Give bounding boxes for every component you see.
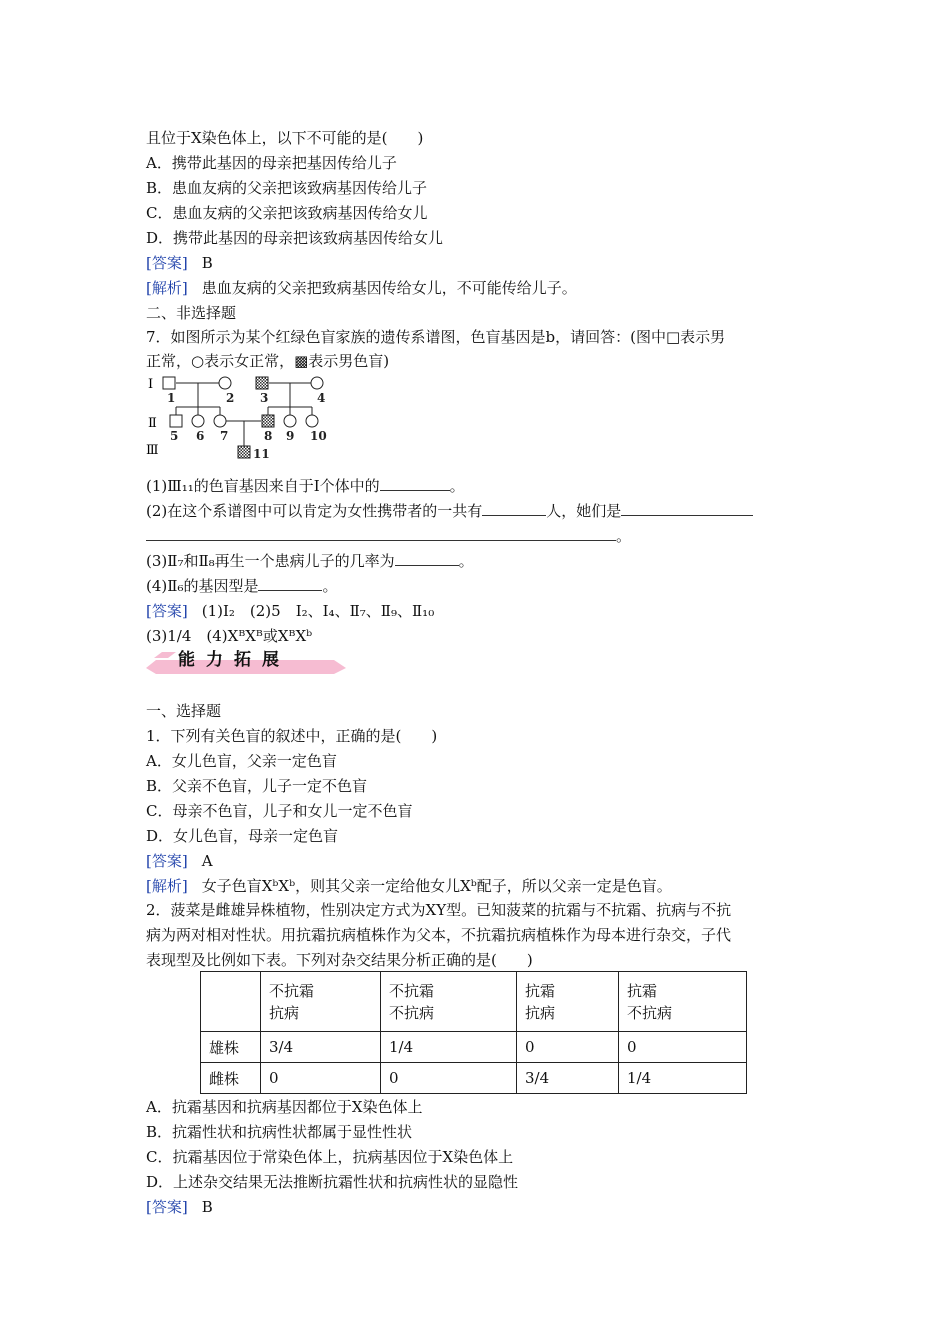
table-cell: 0: [261, 1063, 381, 1094]
individual-10-female-normal: [306, 415, 318, 427]
individual-7-female-normal: [214, 415, 226, 427]
num-2: 2: [226, 391, 235, 405]
table-header-row: [201, 972, 747, 1032]
q7-sub3-end: 。: [458, 552, 474, 570]
answer-blank: [146, 526, 616, 541]
answer-blank: [482, 501, 546, 516]
q7-sub1-end: 。: [449, 477, 465, 495]
individual-3-male-colorblind: [256, 377, 268, 389]
answer-tag: [答案]: [146, 852, 188, 870]
q7-answer-line2: (3)1/4 (4)XᴮXᴮ或XᴮXᵇ: [146, 627, 313, 645]
section-banner: [146, 648, 346, 676]
q7-answer-line1: [146, 601, 434, 621]
q7-stem-line2: 正常，○表示女正常，▩表示男色盲): [146, 352, 390, 370]
table-cell: 3/4: [261, 1032, 381, 1063]
p2-stem-line1: 2．菠菜是雌雄异株植物，性别决定方式为XY型。已知菠菜的抗霜与不抗霜、抗病与不抗: [146, 901, 732, 919]
individual-1-male-normal: [163, 377, 175, 389]
table-row-male: [201, 1032, 747, 1063]
individual-8-male-colorblind: [262, 415, 274, 427]
p1-option-a: A．女儿色盲，父亲一定色盲: [146, 752, 337, 770]
table-cell: 0: [517, 1032, 619, 1063]
p1-option-b: B．父亲不色盲，儿子一定不色盲: [146, 777, 368, 795]
p1-answer: A: [201, 852, 213, 870]
individual-11-male-colorblind: [238, 446, 250, 458]
answer-blank: [621, 501, 753, 516]
q7-sub2-text: (2)在这个系谱图中可以肯定为女性携带者的一共有: [146, 502, 483, 520]
p2-option-a: A．抗霜基因和抗病基因都位于X染色体上: [146, 1098, 423, 1116]
answer-blank: [395, 551, 459, 566]
q6-stem: 且位于X染色体上，以下不可能的是( ): [146, 129, 424, 147]
q6-option-c: C．患血友病的父亲把该致病基因传给女儿: [146, 204, 428, 222]
table-header-cell: 抗霜 抗病: [517, 972, 619, 1032]
table-cell: 3/4: [517, 1063, 619, 1094]
q6-option-a: A．携带此基因的母亲把基因传给儿子: [146, 154, 397, 172]
table-cell: 1/4: [619, 1063, 747, 1094]
q7-answer1: (1)Ⅰ₂ (2)5 Ⅰ₂、Ⅰ₄、Ⅱ₇、Ⅱ₉、Ⅱ₁₀: [201, 602, 435, 620]
pedigree-chart: [146, 373, 376, 463]
p1-stem: 1．下列有关色盲的叙述中，正确的是( ): [146, 727, 438, 745]
table-cell: 0: [619, 1032, 747, 1063]
table-header-cell: 不抗霜 不抗病: [381, 972, 517, 1032]
p1-option-c: C．母亲不色盲，儿子和女儿一定不色盲: [146, 802, 413, 820]
num-8: 8: [264, 429, 273, 443]
table-cell: 1/4: [381, 1032, 517, 1063]
q7-sub3-text: (3)Ⅱ₇和Ⅱ₈再生一个患病儿子的几率为: [146, 552, 395, 570]
individual-9-female-normal: [284, 415, 296, 427]
q7-sub4-text: (4)Ⅱ₆的基因型是: [146, 577, 259, 595]
individual-6-female-normal: [192, 415, 204, 427]
p2-stem-line2: 病为两对相对性状。用抗霜抗病植株作为父本，不抗霜抗病植株作为母本进行杂交，子代: [146, 926, 732, 944]
p1-analysis-line: [146, 876, 672, 896]
table-row-label: 雄株: [201, 1032, 261, 1063]
q7-sub2-mid: 人，她们是: [546, 502, 622, 520]
q6-analysis: 患血友病的父亲把致病基因传给女儿，不可能传给儿子。: [201, 279, 577, 297]
q7-sub2: [146, 501, 753, 521]
gen-label-2: Ⅱ: [148, 416, 157, 431]
num-1: 1: [167, 391, 176, 405]
banner-flag: [154, 652, 176, 658]
answer-tag: [答案]: [146, 1198, 188, 1216]
answer-blank: [380, 476, 450, 491]
p2-answer-line: [146, 1197, 213, 1217]
p2-option-d: D．上述杂交结果无法推断抗霜性状和抗病性状的显隐性: [146, 1173, 519, 1191]
q6-option-b: B．患血友病的父亲把该致病基因传给儿子: [146, 179, 428, 197]
q6-analysis-line: [146, 278, 577, 298]
section-heading-choice: 一、选择题: [146, 702, 222, 720]
num-7: 7: [220, 429, 229, 443]
q7-sub1: [146, 476, 465, 496]
num-11: 11: [253, 447, 270, 461]
q6-answer-line: [146, 253, 213, 273]
table-header-cell: 抗霜 不抗病: [619, 972, 747, 1032]
section-heading-non-choice: 二、非选择题: [146, 304, 237, 322]
q7-sub3: [146, 551, 474, 571]
cross-result-table: [200, 971, 747, 1094]
p2-stem-line3: 表现型及比例如下表。下列对杂交结果分析正确的是( ): [146, 951, 533, 969]
p1-analysis: 女子色盲XᵇXᵇ，则其父亲一定给他女儿Xᵇ配子，所以父亲一定是色盲。: [201, 877, 672, 895]
q7-sub2-end: 。: [616, 527, 632, 545]
banner-title: 能力拓展: [178, 650, 290, 670]
individual-4-female-normal: [311, 377, 323, 389]
individual-2-female-normal: [219, 377, 231, 389]
q6-option-d: D．携带此基因的母亲把该致病基因传给女儿: [146, 229, 444, 247]
num-5: 5: [170, 429, 179, 443]
table-header-cell: 不抗霜 抗病: [261, 972, 381, 1032]
analysis-tag: [解析]: [146, 279, 188, 297]
num-4: 4: [317, 391, 326, 405]
q7-sub2-cont: [146, 526, 631, 546]
p1-option-d: D．女儿色盲，母亲一定色盲: [146, 827, 339, 845]
num-6: 6: [196, 429, 205, 443]
gen-label-1: Ⅰ: [148, 377, 154, 392]
answer-tag: [答案]: [146, 254, 188, 272]
table-row-label: 雌株: [201, 1063, 261, 1094]
num-9: 9: [286, 429, 295, 443]
num-10: 10: [310, 429, 327, 443]
table-cell: 0: [381, 1063, 517, 1094]
q7-sub1-text: (1)Ⅲ₁₁的色盲基因来自于Ⅰ个体中的: [146, 477, 380, 495]
table-row-female: [201, 1063, 747, 1094]
answer-blank: [258, 576, 322, 591]
answer-tag: [答案]: [146, 602, 188, 620]
p2-option-b: B．抗霜性状和抗病性状都属于显性性状: [146, 1123, 413, 1141]
num-3: 3: [260, 391, 269, 405]
analysis-tag: [解析]: [146, 877, 188, 895]
q7-sub4-end: 。: [322, 577, 338, 595]
individual-5-male-normal: [170, 415, 182, 427]
p1-answer-line: [146, 851, 213, 871]
q6-answer: B: [201, 254, 213, 272]
q7-sub4: [146, 576, 337, 596]
table-corner-cell: [201, 972, 261, 1032]
gen-label-3: Ⅲ: [146, 443, 159, 458]
q7-stem-line1: 7．如图所示为某个红绿色盲家族的遗传系谱图，色盲基因是b，请回答：(图中□表示男: [146, 328, 726, 346]
p2-answer: B: [201, 1198, 213, 1216]
p2-option-c: C．抗霜基因位于常染色体上，抗病基因位于X染色体上: [146, 1148, 514, 1166]
